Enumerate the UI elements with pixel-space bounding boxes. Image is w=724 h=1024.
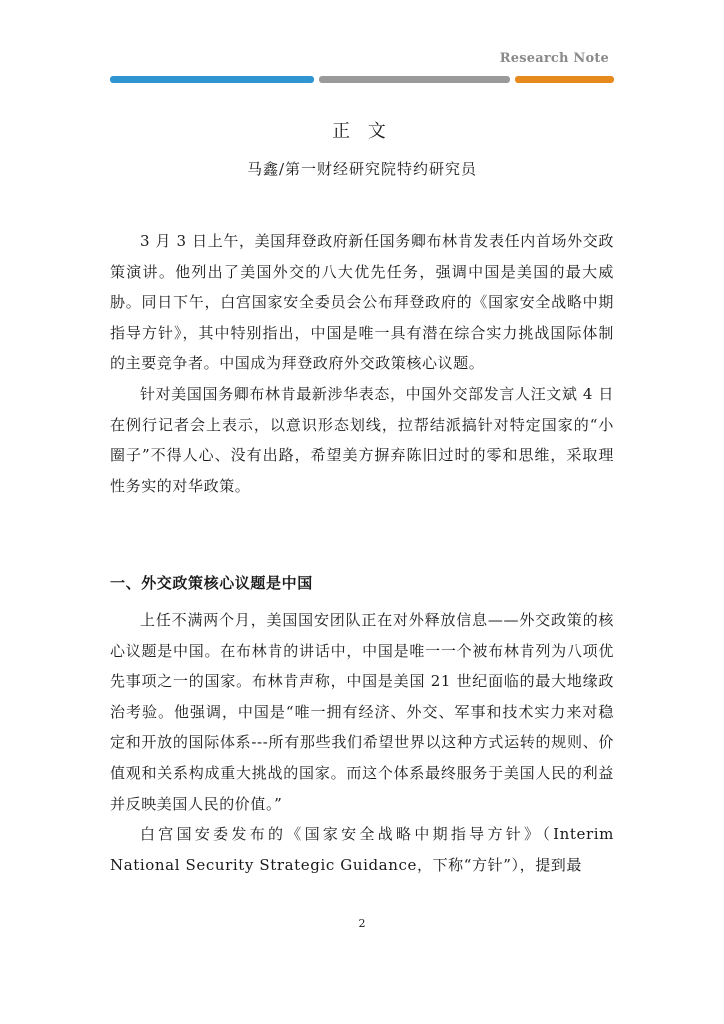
- header-label: Research Note: [499, 51, 609, 66]
- page-number: 2: [358, 917, 366, 930]
- header-bar-orange: [515, 76, 614, 83]
- paragraph: 针对美国国务卿布林肯最新涉华表态，中国外交部发言人汪文斌 4 日在例行记者会上表示，以意识形态划线，拉帮结派搞针对特定国家的“小圈子”不得人心、没有出路，希望美方摒弃陈旧过时的零和思维，采取理性务实的对华政策。: [110, 384, 614, 495]
- paragraph: 上任不满两个月，美国国安团队正在对外释放信息——外交政策的核心议题是中国。在布林肯的讲话中，中国是唯一一个被布林肯列为八项优先事项之一的国家。布林肯声称，中国是美国 21 世纪面临的最大地缘政治考验。他强调，中国是“唯一拥有经济、外交、军事和技术实力来对稳定和开放的国际体系---所有那些我们希望世界以这种方式运转的规则、价值观和关系构成重大挑战的国家。而这个体系最终服务于美国人民的利益并反映美国人民的价值。”: [110, 611, 614, 813]
- section-body: [110, 605, 614, 880]
- paragraph: 白宫国安委发布的《国家安全战略中期指导方针》（Interim National Security Strategic Guidance，下称“方针”），提到最: [110, 825, 614, 874]
- author-line: 马鑫/第一财经研究院特约研究员: [246, 160, 478, 178]
- page-title: 正 文: [332, 121, 392, 142]
- section-heading: 一、外交政策核心议题是中国: [110, 574, 313, 592]
- intro-section: [110, 226, 614, 501]
- header-bar-blue: [110, 76, 314, 83]
- header-bar-gray: [319, 76, 510, 83]
- paragraph: 3 月 3 日上午，美国拜登政府新任国务卿布林肯发表任内首场外交政策演讲。他列出了美国外交的八大优先任务，强调中国是美国的最大威胁。同日下午，白宫国家安全委员会公布拜登政府的《国家安全战略中期指导方针》，其中特别指出，中国是唯一具有潜在综合实力挑战国际体制的主要竞争者。中国成为拜登政府外交政策核心议题。: [110, 232, 614, 373]
